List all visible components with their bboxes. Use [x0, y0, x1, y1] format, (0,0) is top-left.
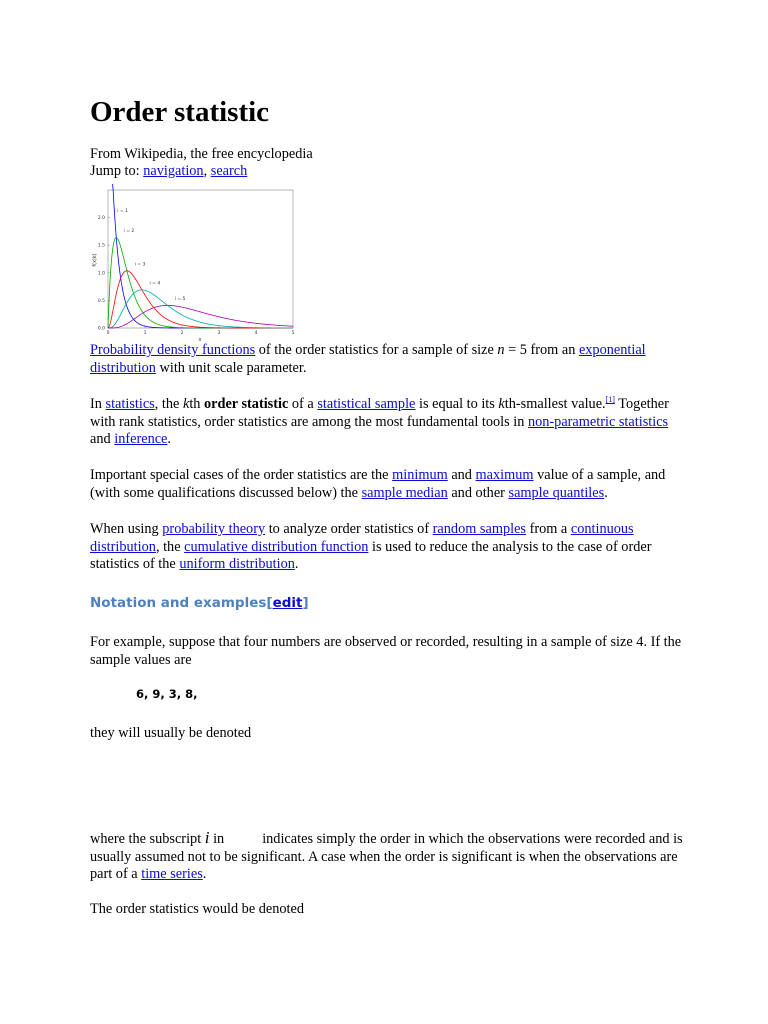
probability-theory-paragraph: [90, 521, 690, 574]
order-denoted-paragraph: The order statistics would be denoted: [90, 901, 304, 917]
p6-t3: indicates simply the order in which the observations were recorded and is usually assumed not to be significant. A case when the order is significant is when the observations are part of a: [90, 831, 683, 882]
search-link[interactable]: search: [210, 163, 248, 179]
p6-t2: in: [213, 831, 225, 847]
x-tick-label: 4: [254, 331, 258, 336]
x-tick-label: 5: [291, 331, 295, 336]
random-samples-link[interactable]: random samples: [432, 521, 526, 537]
jump-to-label: Jump to:: [90, 163, 140, 179]
example-paragraph: For example, suppose that four numbers are observed or recorded, resulting in a sample of size 4. If the sample values are: [90, 634, 682, 668]
sample-values: 6, 9, 3, 8,: [136, 687, 198, 701]
p3-t6: .: [294, 556, 299, 572]
section-heading: [90, 593, 309, 613]
inference-link[interactable]: inference: [114, 431, 168, 447]
p3-t2: to analyze order statistics of: [268, 521, 430, 537]
p1-k: k: [182, 396, 190, 412]
navigation-link[interactable]: navigation: [143, 163, 204, 179]
p1-th: th: [189, 396, 201, 412]
p1-t3: is equal to its: [418, 396, 495, 412]
x-tick-label: 3: [217, 331, 221, 336]
y-tick-label: 1.5: [97, 243, 105, 249]
series-label-k5: i = 5: [174, 296, 186, 302]
y-tick-label: 2.0: [97, 216, 105, 222]
statistics-link[interactable]: statistics: [105, 396, 155, 412]
caption-text-1: of the order statistics for a sample of size: [258, 342, 494, 358]
probability-theory-link[interactable]: probability theory: [162, 521, 266, 537]
time-series-link[interactable]: time series: [141, 866, 203, 882]
p2-t2: and: [451, 467, 472, 483]
edit-link[interactable]: edit: [272, 595, 303, 611]
y-tick-label: 0.5: [97, 298, 105, 304]
caption-n: n: [497, 342, 505, 358]
p1-t2: of a: [291, 396, 314, 412]
continuous-distribution-link[interactable]: continuous distribution: [90, 521, 634, 555]
p2-t5: .: [604, 484, 608, 501]
jump-separator: ,: [203, 163, 208, 179]
subscript-paragraph: [90, 829, 690, 884]
p2-t4: and other: [451, 484, 505, 501]
x-tick-label: 0: [106, 331, 110, 336]
series-label-k4: i = 4: [149, 281, 161, 287]
p3-t3: from a: [529, 521, 568, 537]
tagline: From Wikipedia, the free encyclopedia: [90, 146, 313, 162]
plot-frame: [108, 190, 293, 328]
figure-caption: [90, 342, 690, 377]
p1-t1: , the: [154, 396, 180, 412]
pdf-link[interactable]: Probability density functions: [90, 342, 256, 358]
reference-link[interactable]: [1]: [605, 395, 615, 405]
page-title: Order statistic: [90, 96, 270, 128]
pdf-chart[interactable]: [90, 184, 300, 344]
minimum-link[interactable]: minimum: [392, 467, 448, 483]
p2-t3: value of a sample, and (with some qualifications discussed below) the: [90, 467, 666, 501]
p3-t4: , the: [155, 538, 181, 555]
caption-text-2: = 5 from an: [508, 342, 576, 358]
intro-paragraph: [90, 396, 690, 449]
p6-t4: .: [202, 866, 207, 882]
p1-t5: Together with rank statistics, order statistics are among the most fundamental tools in: [90, 396, 669, 430]
y-tick-label: 0.0: [97, 326, 105, 332]
x-axis-label: x: [198, 337, 202, 343]
edit-bracket-open: [: [266, 595, 273, 611]
x-tick-label: 2: [180, 331, 184, 336]
bold-term: order statistic: [204, 396, 289, 412]
section-title: Notation and examples: [90, 595, 267, 611]
special-cases-paragraph: [90, 467, 690, 502]
caption-text-3: with unit scale parameter.: [159, 359, 307, 376]
non-parametric-link[interactable]: non-parametric statistics: [527, 413, 669, 430]
series-label-k3: i = 3: [134, 262, 146, 268]
series-label-k2: i = 2: [123, 229, 135, 235]
y-tick-label: 1.0: [97, 271, 105, 277]
p6-i: i: [204, 828, 210, 847]
series-label-k1: i = 1: [117, 209, 128, 215]
p2-t1: Important special cases of the order statistics are the: [90, 467, 389, 483]
denoted-paragraph: they will usually be denoted: [90, 725, 252, 741]
exponential-distribution-link[interactable]: exponential distribution: [90, 342, 646, 376]
y-axis-label: f(x|k): [92, 253, 98, 267]
uniform-distribution-link[interactable]: uniform distribution: [179, 556, 295, 572]
p6-t1: where the subscript: [90, 831, 202, 847]
jump-links: [90, 163, 690, 181]
maximum-link[interactable]: maximum: [475, 467, 534, 483]
p1-t4: th-smallest value.: [504, 396, 606, 412]
x-tick-label: 1: [143, 331, 147, 336]
p1-t7: .: [167, 431, 171, 447]
p1-t0: In: [90, 396, 102, 412]
p1-t6: and: [90, 431, 111, 447]
edit-bracket-close: ]: [302, 595, 309, 611]
p1-k2: k: [498, 396, 505, 412]
cdf-link[interactable]: cumulative distribution function: [184, 538, 369, 555]
sample-quantiles-link[interactable]: sample quantiles: [508, 484, 605, 501]
statistical-sample-link[interactable]: statistical sample: [317, 396, 416, 412]
sample-median-link[interactable]: sample median: [361, 484, 448, 501]
p3-t5: is used to reduce the analysis to the case of order statistics of the: [90, 538, 652, 572]
p3-t1: When using: [90, 521, 159, 537]
